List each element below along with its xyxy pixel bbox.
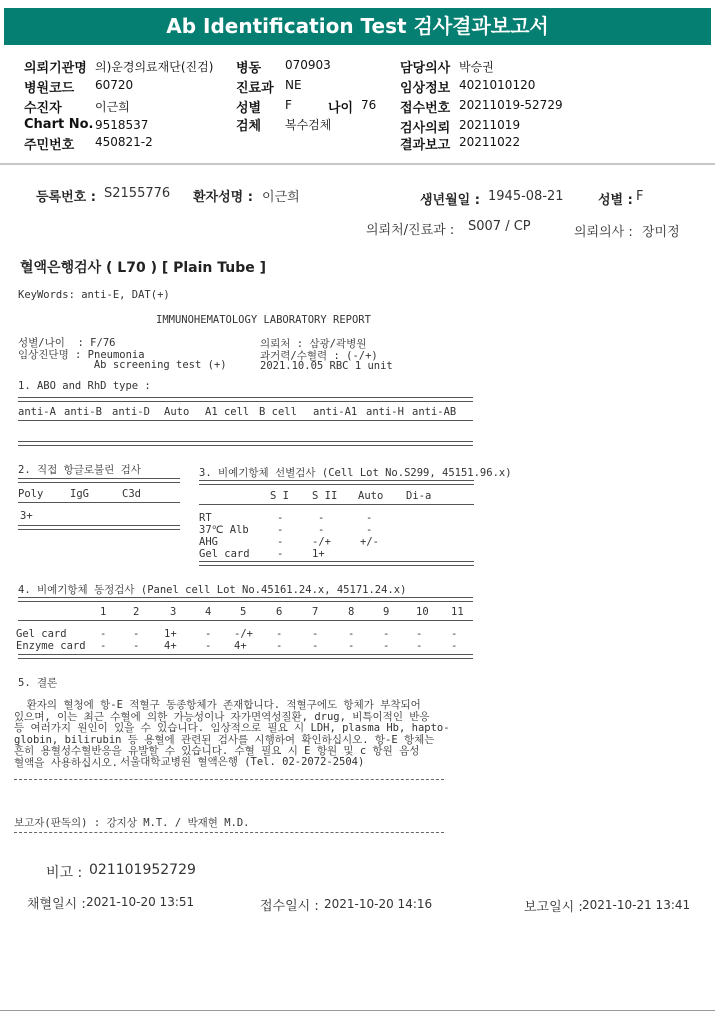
s3-value-cell: -/+ [312, 536, 331, 548]
s1-header-cell: anti-B [64, 406, 102, 418]
ward-value: 070903 [285, 58, 331, 72]
s4-header-cell: 5 [240, 606, 247, 618]
s5-title: 5. 결론 [18, 677, 58, 689]
s1-header-cell: anti-D [112, 406, 150, 418]
s3-row-label: Gel card [199, 548, 250, 560]
s4-header-cell: 3 [170, 606, 177, 618]
s3-title: 3. 비예기항체 선별검사 (Cell Lot No.S299, 45151.96.x) [199, 467, 512, 479]
age-value: 76 [361, 98, 377, 112]
s4-header-cell: 9 [383, 606, 390, 618]
s1-rule-bottom [18, 441, 473, 446]
s4-value-cell: 1+ [164, 628, 177, 640]
s3-header-cell: S II [312, 490, 338, 502]
conclusion-line: 흔히 용혈성수혈반응을 유발할 수 있습니다. 수혈 필요 시 E 항원 및 c 항원 음성 [14, 745, 420, 757]
s4-value-cell: 4+ [164, 640, 177, 652]
s4-value-cell: - [416, 628, 423, 640]
collect-value: 2021-10-20 13:51 [86, 895, 195, 909]
report-title: Ab Identification Test 검사결과보고서 [4, 8, 711, 45]
s1-header-cell: B cell [259, 406, 297, 418]
sex-value: F [285, 98, 292, 112]
s4-header-cell: 10 [416, 606, 429, 618]
s3-value-cell: - [318, 512, 325, 524]
specimen-value: 복수검체 [285, 118, 332, 132]
s2-rule-top [18, 478, 180, 483]
report-diagnosis: 임상진단명 : Pneumonia [18, 349, 145, 361]
sex-value-2: F [636, 189, 644, 204]
request-date-label: 검사의뢰 [400, 121, 451, 136]
age-label: 나이 [328, 101, 354, 116]
s3-row-label: AHG [199, 536, 218, 548]
s3-rule-bottom [199, 561, 474, 566]
receipt-no-value: 20211019-52729 [459, 98, 563, 112]
s2-rule-mid [18, 502, 180, 503]
s4-value-cell: - [383, 628, 390, 640]
s3-value-cell: - [277, 524, 284, 536]
s4-value-cell: - [276, 628, 283, 640]
name-label: 환자성명 : [193, 190, 253, 205]
s1-header-cell: Auto [164, 406, 190, 418]
s4-value-cell: - [276, 640, 283, 652]
doctor-label: 담당의사 [400, 61, 451, 76]
hospital-contact: 서울대학교병원 혈액은행 (Tel. 02-2072-2504) [120, 756, 365, 768]
exam-title: 혈액은행검사 ( L70 ) [ Plain Tube ] [20, 260, 267, 276]
s4-rule-top [18, 597, 473, 602]
reporter-rule-top [14, 779, 444, 780]
s1-header-cell: anti-A [18, 406, 56, 418]
s4-value-cell: - [312, 640, 319, 652]
s1-title: 1. ABO and RhD type : [18, 380, 151, 392]
s1-rule-top [18, 397, 473, 402]
reg-value: S2155776 [104, 186, 171, 201]
receipt-no-label: 접수번호 [400, 101, 451, 116]
doctor-value: 박승권 [459, 60, 494, 74]
s4-rule-mid [18, 620, 473, 621]
s4-header-cell: 11 [451, 606, 464, 618]
s4-header-cell: 4 [205, 606, 212, 618]
s4-value-cell: - [348, 640, 355, 652]
reporter-rule-bottom [14, 832, 444, 833]
patient-value: 이근희 [95, 100, 130, 114]
s4-header-cell: 2 [133, 606, 140, 618]
conclusion-line: 등 여러가지 원인이 있을 수 있습니다. 임상적으로 필요 시 LDH, plasma Hb, hapto- [14, 722, 450, 734]
request-date-value: 20211019 [459, 118, 521, 132]
bottom-divider [0, 1010, 715, 1011]
s4-value-cell: - [205, 640, 212, 652]
hospital-value: 의)운경의료재단(진검) [95, 60, 214, 74]
report-time-label: 보고일시 : [524, 900, 583, 915]
s2-header-cell: Poly [18, 488, 44, 500]
note-label: 비고 : [46, 865, 83, 881]
resident-no-label: 주민번호 [24, 138, 75, 153]
s4-rule-bottom [18, 654, 473, 659]
s3-value-cell: - [366, 512, 373, 524]
s1-rule-mid [18, 420, 473, 421]
s4-value-cell: - [348, 628, 355, 640]
conclusion-line: 혈액을 사용하십시오. [14, 756, 118, 769]
referral-dept-value: S007 / CP [468, 219, 531, 234]
s3-value-cell: - [366, 524, 373, 536]
reg-label: 등록번호 : [36, 190, 96, 205]
s3-value-cell: - [277, 548, 284, 560]
s4-value-cell: - [133, 640, 140, 652]
s3-rule-top [199, 480, 474, 485]
s3-value-cell: - [318, 524, 325, 536]
s2-rule-bottom [18, 525, 180, 530]
s1-header-cell: A1 cell [205, 406, 250, 418]
s4-value-cell: - [312, 628, 319, 640]
s4-value-cell: -/+ [234, 628, 253, 640]
hospital-code-value: 60720 [95, 78, 134, 92]
s3-value-cell: - [277, 536, 284, 548]
reporter: 보고자(판독의) : 강지상 M.T. / 박재현 M.D. [14, 817, 250, 829]
s4-value-cell: - [100, 628, 107, 640]
dept-value: NE [285, 78, 302, 92]
s3-header-cell: S I [270, 490, 289, 502]
s4-header-cell: 7 [312, 606, 319, 618]
report-referral: 의뢰처 : 삼광/곽병원 [260, 338, 367, 350]
specimen-label: 검체 [236, 119, 262, 134]
conclusion-line: globin, bilirubin 등 용혈에 관련된 검사를 시행하여 확인하십시오. 항-E 항체는 [14, 733, 435, 746]
s4-header-cell: 6 [276, 606, 283, 618]
s3-value-cell: +/- [360, 536, 379, 548]
report-screening: Ab screening test (+) [18, 359, 227, 371]
s4-value-cell: - [451, 640, 458, 652]
header-divider [0, 163, 715, 165]
s4-value-cell: - [383, 640, 390, 652]
s2-value-cell: 3+ [20, 510, 33, 522]
dob-label: 생년월일 : [420, 193, 480, 208]
collect-label: 채혈일시 : [27, 897, 86, 912]
report-date-label: 결과보고 [400, 138, 451, 153]
report-heading: IMMUNOHEMATOLOGY LABORATORY REPORT [156, 314, 371, 326]
keywords: KeyWords: anti-E, DAT(+) [18, 289, 170, 301]
s4-title: 4. 비예기항체 동정검사 (Panel cell Lot No.45161.24.x, 45171.24.x) [18, 584, 407, 596]
s4-value-cell: - [416, 640, 423, 652]
s4-value-cell: - [205, 628, 212, 640]
s4-value-cell: 4+ [234, 640, 247, 652]
s3-header-cell: Di-a [406, 490, 432, 502]
s4-value-cell: - [133, 628, 140, 640]
s4-header-cell: 1 [100, 606, 107, 618]
referral-doctor-value: 장미정 [642, 225, 680, 240]
s2-header-cell: IgG [70, 488, 89, 500]
clinical-info-value: 4021010120 [459, 78, 536, 92]
chart-no-label: Chart No. [24, 117, 94, 132]
s4-row-label: Enzyme card [16, 640, 86, 652]
s3-rule-mid [199, 504, 474, 505]
hospital-code-label: 병원코드 [24, 81, 75, 96]
clinical-info-label: 임상정보 [400, 81, 451, 96]
report-date-value: 20211022 [459, 135, 521, 149]
s2-title: 2. 직접 항글로불린 검사 [18, 464, 141, 476]
s3-value-cell: 1+ [312, 548, 325, 560]
s4-value-cell: - [451, 628, 458, 640]
patient-label: 수진자 [24, 101, 62, 116]
conclusion-line: 있으며, 이는 최근 수혈에 의한 가능성이나 자가면역성질환, drug, 비특이적인 반응 [14, 710, 430, 723]
s3-row-label: 37℃ Alb [199, 524, 249, 536]
s1-header-cell: anti-AB [412, 406, 457, 418]
conclusion-line: 환자의 혈청에 항-E 적혈구 동종항체가 존재합니다. 적혈구에도 항체가 부착되어 [14, 699, 421, 711]
hospital-label: 의뢰기관명 [24, 61, 87, 76]
note-value: 021101952729 [89, 862, 196, 878]
s4-row-label: Gel card [16, 628, 67, 640]
sex-label-2: 성별 : [598, 193, 633, 208]
s4-header-cell: 8 [348, 606, 355, 618]
s1-header-cell: anti-A1 [313, 406, 358, 418]
referral-dept-label: 의뢰처/진료과 : [366, 223, 455, 238]
sex-label: 성별 [236, 101, 262, 116]
ward-label: 병동 [236, 61, 262, 76]
s3-header-cell: Auto [358, 490, 384, 502]
dob-value: 1945-08-21 [488, 189, 564, 204]
resident-no-value: 450821-2 [95, 135, 153, 149]
s1-header-cell: anti-H [366, 406, 404, 418]
name-value: 이근희 [262, 190, 300, 205]
receive-value: 2021-10-20 14:16 [324, 897, 433, 911]
s4-value-cell: - [100, 640, 107, 652]
report-sex-age: 성별/나이 : F/76 [18, 337, 116, 349]
dept-label: 진료과 [236, 81, 274, 96]
receive-label: 접수일시 : [260, 899, 319, 914]
s2-header-cell: C3d [122, 488, 141, 500]
s3-row-label: RT [199, 512, 212, 524]
report-history: 과거력/수혈력 : (-/+) [260, 350, 378, 362]
report-rbc: 2021.10.05 RBC 1 unit [260, 360, 393, 372]
referral-doctor-label: 의뢰의사 : [574, 225, 633, 240]
report-time-value: 2021-10-21 13:41 [582, 898, 691, 912]
s3-value-cell: - [277, 512, 284, 524]
chart-no-value: 9518537 [95, 118, 149, 132]
